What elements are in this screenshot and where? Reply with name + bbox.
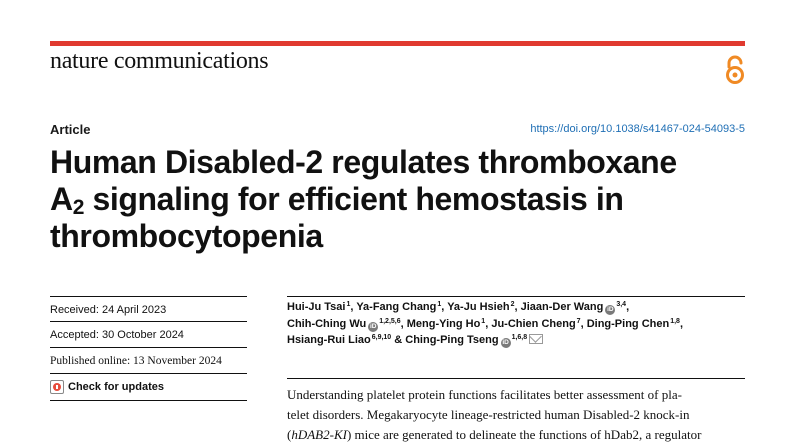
author-name[interactable]: Ya-Ju Hsieh$^2$, — [447, 301, 518, 313]
author-list — [287, 299, 745, 349]
affiliation-superscript: 2 — [510, 301, 515, 308]
abstract-line: telet disorders. Megakaryocyte lineage-restricted human Disabled-2 knock-in — [287, 407, 690, 422]
affiliation-superscript: 7 — [576, 317, 581, 325]
title-subscript: 2 — [72, 196, 84, 219]
check-for-updates[interactable] — [50, 378, 247, 399]
check-for-updates-button[interactable] — [50, 380, 164, 394]
author-name[interactable]: Hui-Ju Tsai$^1$, — [287, 301, 354, 313]
affiliation-superscript: 1,2,5,6 — [379, 317, 401, 325]
open-access-icon[interactable] — [723, 55, 747, 85]
journal-name[interactable]: nature communications — [50, 48, 269, 74]
dates-divider — [50, 321, 247, 322]
orcid-icon[interactable]: iD — [369, 322, 377, 330]
orcid-icon[interactable]: iD — [502, 339, 509, 346]
dates-divider — [50, 347, 247, 348]
dates-top-rule — [50, 296, 247, 297]
dates-bottom-rule — [50, 400, 247, 401]
published-date: Published online: 13 November 2024 — [50, 355, 222, 367]
affiliation-superscript: 1,8 — [670, 317, 680, 325]
author-name[interactable]: Ya-Fang Chang$^1$, — [356, 301, 445, 313]
gene-name: hDAB2-KI — [291, 427, 347, 442]
orcid-icon[interactable]: iD — [607, 306, 614, 313]
author-name[interactable]: Jiaan-Der Wang iD$^{3,4}$, — [520, 301, 630, 313]
article-title — [50, 144, 750, 255]
abstract — [287, 385, 745, 445]
email-icon[interactable] — [529, 334, 543, 344]
doi-link[interactable]: https://doi.org/10.1038/s41467-024-54093-5 — [530, 123, 745, 135]
authors-bottom-rule — [287, 378, 745, 379]
affiliation-superscript: 1 — [481, 317, 486, 325]
journal-header-rule — [50, 41, 745, 46]
title-line: Human Disabled-2 regulates thromboxane — [50, 144, 677, 180]
title-line: $A_2$ signaling for efficient hemostasis in — [50, 181, 624, 219]
check-updates-icon — [50, 380, 64, 394]
author-name[interactable]: Hsiang-Rui Liao$^{6,9,10}$ & — [287, 334, 403, 346]
affiliation-superscript: 6,9,10 — [371, 334, 392, 341]
affiliation-superscript: 3,4 — [616, 301, 627, 308]
check-for-updates-label: Check for updates — [68, 381, 164, 393]
author-name[interactable]: Meng-Ying Ho$^1$, — [406, 317, 489, 330]
affiliation-superscript: 1 — [346, 301, 351, 308]
article-type: Article — [50, 122, 91, 137]
received-date: Received: 24 April 2023 — [50, 304, 167, 316]
author-name[interactable]: Chih-Ching Wu iD$^{1,2,5,6}$, — [287, 317, 404, 330]
title-line: thrombocytopenia — [50, 218, 323, 254]
dates-divider — [50, 373, 247, 374]
author-name[interactable]: Ding-Ping Chen$^{1,8}$, — [586, 317, 683, 330]
affiliation-superscript: 1,6,8 — [511, 334, 528, 341]
abstract-line: (hDAB2-KI) mice are generated to delineate the functions of hDab2, a regulator — [287, 427, 702, 442]
affiliation-superscript: 1 — [437, 301, 442, 308]
abstract-line: Understanding platelet protein functions facilitates better assessment of pla- — [287, 387, 682, 402]
author-name[interactable]: Ching-Ping Tseng iD$^{1,6,8}$ — [405, 334, 543, 346]
accepted-date: Accepted: 30 October 2024 — [50, 329, 184, 341]
authors-top-rule — [287, 296, 745, 297]
author-name[interactable]: Ju-Chien Cheng$^7$, — [491, 317, 584, 330]
